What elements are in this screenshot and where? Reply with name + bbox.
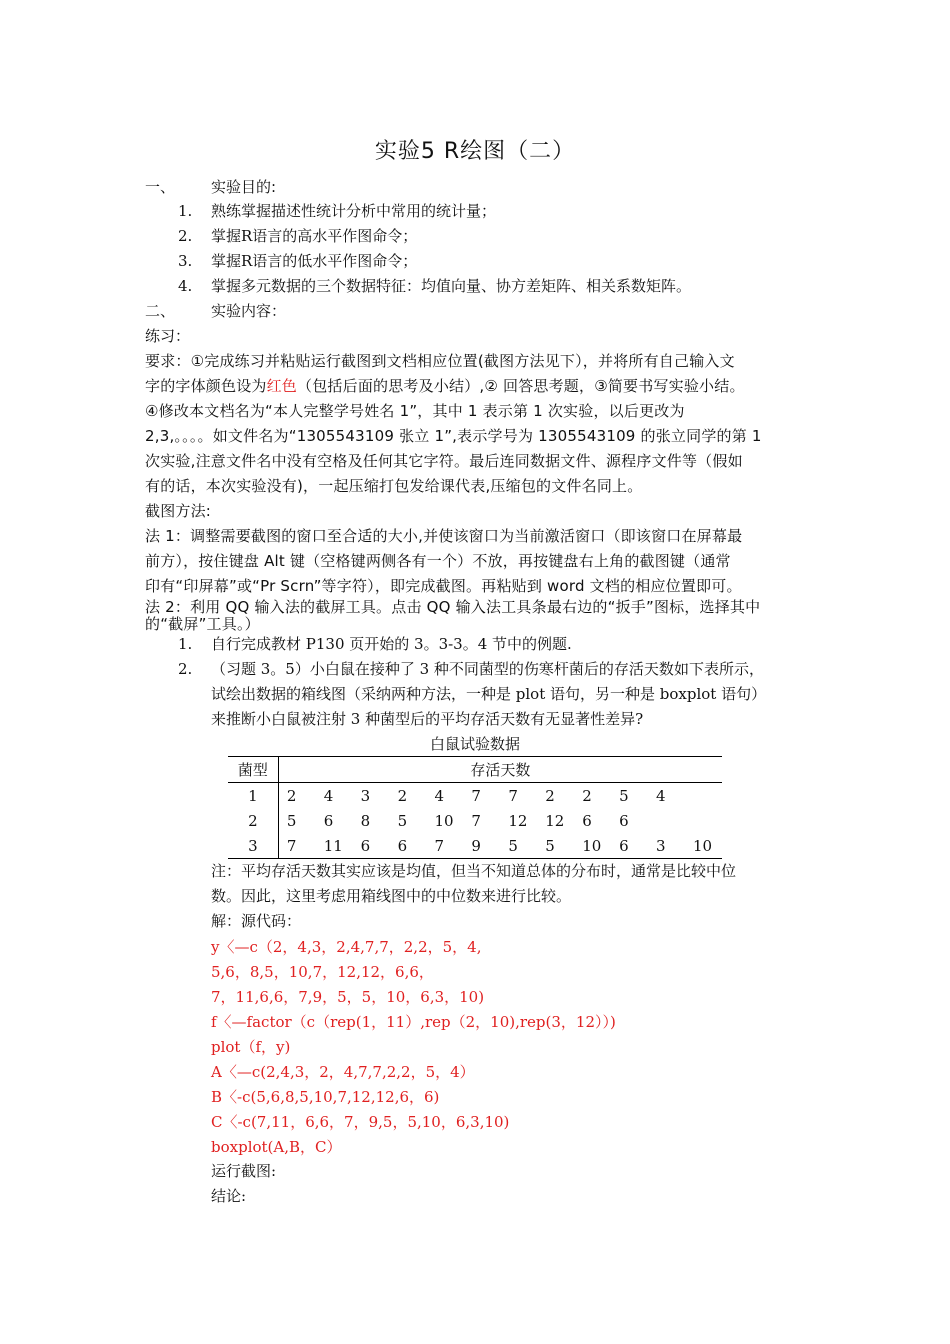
value-cell: 4 xyxy=(656,786,666,805)
requirements-line: 次实验,注意文件名中没有空格及任何其它字符。最后连同数据文件、源程序文件等（假如 xyxy=(145,452,743,470)
objective-text: 熟练掌握描述性统计分析中常用的统计量； xyxy=(211,202,497,220)
section-2-heading xyxy=(145,301,286,321)
objective-text: 掌握R语言的高水平作图命令； xyxy=(211,227,418,245)
mice-data-table xyxy=(228,756,722,859)
code-line: C〈-c(7,11，6,6，7，9,5，5,10，6,3,10) xyxy=(211,1113,510,1131)
code-line: 7，11,6,6，7,9，5，5，10，6,3，10) xyxy=(211,988,485,1006)
value-cell: 10 xyxy=(685,833,722,859)
value-cell: 5 xyxy=(619,786,629,805)
table-row xyxy=(228,783,722,809)
value-cell: 7 xyxy=(508,786,518,805)
value-cell: 7 xyxy=(471,786,481,805)
section-1-number: 一、 xyxy=(145,178,176,196)
requirements-line: 要求：①完成练习并粘贴运行截图到文档相应位置(截图方法见下），并将所有自己输入文 xyxy=(145,352,735,370)
practice-label: 练习： xyxy=(145,327,191,345)
code-line: plot（f，y) xyxy=(211,1038,291,1056)
value-cell: 5 xyxy=(286,811,297,830)
method-2-line: 的“截屏”工具。） xyxy=(145,615,260,633)
requirements-text: （包括后面的思考及小结）,② 回答思考题，③简要书写实验小结。 xyxy=(297,377,745,395)
value-cell: 10 xyxy=(434,811,454,830)
header-survival-days: 存活天数 xyxy=(278,757,722,783)
step-continuation: 试绘出数据的箱线图（采纳两种方法，一种是 plot 语句，另一种是 boxplot 语句） xyxy=(211,685,767,703)
requirements-line xyxy=(145,376,745,396)
objective-item xyxy=(178,201,496,221)
requirements-line: 有的话，本次实验没有)，一起压缩打包发给课代表,压缩包的文件名同上。 xyxy=(145,477,643,495)
value-cell: 10 xyxy=(574,833,611,859)
value-cell xyxy=(685,808,722,833)
value-cell: 9 xyxy=(463,833,500,859)
page-title: 实验5 R绘图（二） xyxy=(374,139,576,164)
step-number: 1. xyxy=(178,635,193,653)
code-line: B〈-c(5,6,8,5,10,7,12,12,6，6) xyxy=(211,1088,440,1106)
section-1-heading xyxy=(145,177,276,197)
method-1-line: 法 1：调整需要截图的窗口至合适的大小,并使该窗口为当前激活窗口（即该窗口在屏幕最 xyxy=(145,527,743,545)
objective-number: 2. xyxy=(178,227,193,245)
step-number: 2. xyxy=(178,660,193,678)
solution-label: 解：源代码： xyxy=(211,912,302,930)
value-cell: 5 xyxy=(500,833,537,859)
table-caption: 白鼠试验数据 xyxy=(429,735,520,753)
section-1-label: 实验目的: xyxy=(211,178,277,196)
section-2-number: 二、 xyxy=(145,302,176,320)
code-line: A〈—c(2,4,3，2，4,7,7,2,2，5，4） xyxy=(211,1063,475,1081)
method-2-line: 法 2：利用 QQ 输入法的截屏工具。点击 QQ 输入法工具条最右边的“扳手”图标，选择其中 xyxy=(145,598,761,616)
value-cell: 3 xyxy=(648,833,685,859)
value-cell: 12 xyxy=(545,811,565,830)
objective-number: 1. xyxy=(178,202,193,220)
value-cell: 6 xyxy=(390,833,427,859)
value-cell: 6 xyxy=(353,833,390,859)
step-text: （习题 3。5）小白鼠在接种了 3 种不同菌型的伤寒杆菌后的存活天数如下表所示， xyxy=(211,660,764,678)
table-row xyxy=(228,808,722,833)
table-row xyxy=(228,833,722,859)
value-cell: 8 xyxy=(360,811,371,830)
method-1-line: 前方），按住键盘 Alt 键（空格键两侧各有一个）不放，再按键盘右上角的截图键（通常 xyxy=(145,552,731,570)
value-cell: 5 xyxy=(537,833,574,859)
objective-number: 3. xyxy=(178,252,193,270)
section-2-label: 实验内容： xyxy=(211,302,287,320)
requirements-line: 2,3,。。。。如文件名为“1305543109 张立 1”,表示学号为 1305543109 的张立同学的第 1 xyxy=(145,427,762,445)
code-line: f〈—factor（c（rep(1，11）,rep（2，10),rep(3，12））) xyxy=(211,1013,616,1031)
value-cell xyxy=(648,808,685,833)
value-cell: 3 xyxy=(360,786,371,805)
note-line: 注：平均存活天数其实应该是均值，但当不知道总体的分布时，通常是比较中位 xyxy=(211,862,737,880)
value-cell: 6 xyxy=(323,811,334,830)
method-1-line: 印有“印屏幕”或“Pr Scrn”等字符），即完成截图。再粘贴到 word 文档的相应位置即可。 xyxy=(145,577,742,595)
step-text: 自行完成教材 P130 页开始的 3。3-3。4 节中的例题. xyxy=(211,635,572,653)
objective-item xyxy=(178,276,691,296)
value-cell: 4 xyxy=(323,786,334,805)
value-cell: 6 xyxy=(611,833,648,859)
step-continuation: 来推断小白鼠被注射 3 种菌型后的平均存活天数有无显著性差异? xyxy=(211,710,644,728)
code-line: 5,6，8,5，10,7，12,12，6,6， xyxy=(211,963,434,981)
objective-item xyxy=(178,226,417,246)
strain-type-cell: 1 xyxy=(228,783,278,809)
requirements-text: 字的字体颜色设为 xyxy=(145,377,267,395)
table-header-row xyxy=(228,757,722,783)
value-cell: 2 xyxy=(286,786,297,805)
value-cell: 7 xyxy=(278,833,315,859)
value-cell: 5 xyxy=(397,811,408,830)
value-cell: 4 xyxy=(434,786,445,805)
screenshot-method-label: 截图方法: xyxy=(145,502,212,520)
objective-number: 4. xyxy=(178,277,193,295)
objective-item xyxy=(178,251,417,271)
strain-type-cell: 2 xyxy=(228,808,278,833)
red-color-text: 红色 xyxy=(266,377,298,395)
header-strain-type: 菌型 xyxy=(228,757,278,783)
value-cell xyxy=(685,783,722,809)
step-item xyxy=(178,634,572,654)
value-cell: 11 xyxy=(316,833,353,859)
objective-text: 掌握R语言的低水平作图命令； xyxy=(211,252,418,270)
run-screenshot-label: 运行截图: xyxy=(211,1162,277,1180)
step-item xyxy=(178,659,764,679)
value-cell: 2 xyxy=(545,786,555,805)
conclusion-label: 结论: xyxy=(211,1187,247,1205)
value-cell: 6 xyxy=(582,811,592,830)
code-line: y〈—c（2，4,3，2,4,7,7，2,2，5，4, xyxy=(211,938,482,956)
value-cell: 2 xyxy=(397,786,408,805)
value-cell: 12 xyxy=(508,811,528,830)
note-line: 数。因此，这里考虑用箱线图中的中位数来进行比较。 xyxy=(211,887,572,905)
requirements-line: ④修改本文档名为“本人完整学号姓名 1”，其中 1 表示第 1 次实验，以后更改为 xyxy=(145,402,685,420)
value-cell: 6 xyxy=(619,811,629,830)
code-line: boxplot(A,B，C） xyxy=(211,1138,342,1156)
strain-type-cell: 3 xyxy=(228,833,278,859)
value-cell: 7 xyxy=(471,811,481,830)
objective-text: 掌握多元数据的三个数据特征：均值向量、协方差矩阵、相关系数矩阵。 xyxy=(211,277,692,295)
value-cell: 2 xyxy=(582,786,592,805)
value-cell: 7 xyxy=(426,833,463,859)
